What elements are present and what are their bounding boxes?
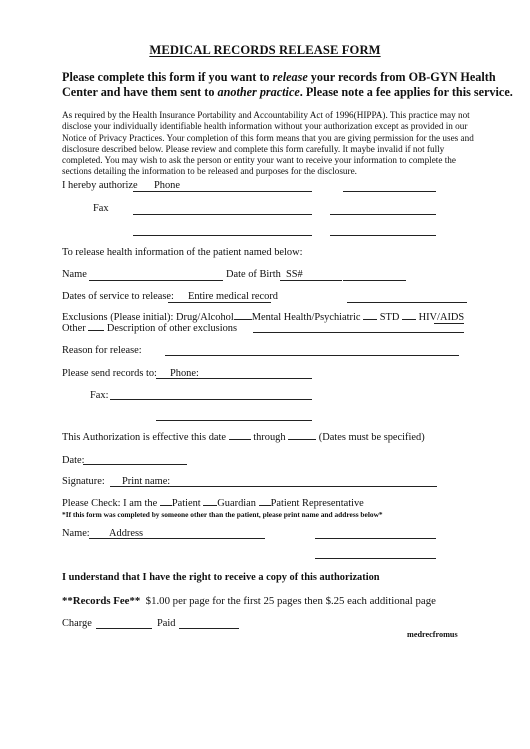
charge-label: Charge — [62, 618, 92, 629]
exclusion-description: Description of other exclusions — [106, 323, 238, 334]
charge-field[interactable] — [96, 628, 152, 629]
send-records-value: Phone: — [170, 368, 199, 379]
send-fax-field-2[interactable] — [156, 420, 312, 421]
dates-service-field-2[interactable] — [347, 302, 467, 303]
fee-label: **Records Fee** — [62, 595, 141, 607]
paid-field[interactable] — [179, 628, 239, 629]
release-intro: To release health information of the patient named below: — [62, 247, 303, 258]
intro-line-2 — [62, 85, 513, 100]
exclusion-description-field[interactable] — [253, 332, 464, 333]
signature-label: Signature: — [62, 476, 105, 487]
exclusion-mental-field[interactable] — [363, 319, 377, 320]
completion-note: *If this form was completed by someone other than the patient, please print name and address below* — [62, 510, 383, 519]
effective-start-field[interactable] — [229, 439, 251, 440]
effective-note: (Dates must be specified) — [318, 432, 425, 443]
authorize-field-2[interactable] — [343, 191, 436, 192]
exclusions-row-2 — [62, 323, 237, 335]
exclusion-hiv-field[interactable] — [434, 323, 464, 324]
send-fax-field[interactable] — [110, 399, 312, 400]
intro-emphasis: another practice — [217, 85, 300, 99]
intro-line-1 — [62, 70, 496, 85]
check-guardian: Guardian — [217, 498, 256, 509]
intro-text: Center and have them sent to — [62, 85, 218, 99]
exclusion-other: Other — [62, 323, 86, 334]
check-patient-box[interactable] — [160, 505, 172, 506]
fax-field-2[interactable] — [330, 214, 436, 215]
dates-service-label: Dates of service to release: — [62, 291, 174, 302]
fax-field-3[interactable] — [133, 235, 312, 236]
address-field-3[interactable] — [315, 558, 436, 559]
exclusion-drug: Drug/Alcohol — [176, 312, 234, 323]
check-guardian-box[interactable] — [203, 505, 217, 506]
intro-emphasis: release — [272, 70, 308, 84]
exclusion-drug-field[interactable] — [234, 319, 252, 320]
form-title: MEDICAL RECORDS RELEASE FORM — [149, 43, 381, 57]
address-field-2[interactable] — [315, 538, 436, 539]
fee-text: $1.00 per page for the first 25 pages then $.25 each additional page — [145, 595, 436, 607]
fax-field-4[interactable] — [330, 235, 436, 236]
authorize-value: Phone — [154, 180, 180, 191]
effective-end-field[interactable] — [288, 439, 316, 440]
date-field[interactable] — [83, 464, 187, 465]
exclusion-std: STD — [379, 312, 400, 323]
ss-label: SS# — [286, 269, 303, 280]
exclusion-other-field[interactable] — [88, 330, 104, 331]
intro-text: your records from OB-GYN Health — [307, 70, 496, 84]
send-fax-label: Fax: — [90, 390, 109, 401]
effective-label: This Authorization is effective this date — [62, 432, 226, 443]
effective-row — [62, 432, 425, 444]
address-label: Address — [109, 528, 144, 539]
check-rep-box[interactable] — [259, 505, 271, 506]
intro-text: . Please note a fee applies for this service. — [299, 85, 513, 99]
print-name-label: Print name: — [122, 476, 171, 487]
exclusion-hiv: HIV/AIDS — [418, 312, 465, 323]
patient-name-label: Name — [62, 269, 87, 280]
send-records-label: Please send records to: — [62, 368, 157, 379]
name-address-label: Name: — [62, 528, 90, 539]
paid-label: Paid — [157, 618, 176, 629]
fax-field[interactable] — [133, 214, 312, 215]
date-label: Date: — [62, 455, 85, 466]
ss-field[interactable] — [343, 280, 406, 281]
exclusions-label: Exclusions (Please initial): — [62, 312, 174, 323]
check-row — [62, 498, 364, 510]
copy-right-statement: I understand that I have the right to receive a copy of this authorization — [62, 572, 380, 583]
exclusion-mental: Mental Health/Psychiatric — [251, 312, 361, 323]
authorize-label: I hereby authorize — [62, 180, 138, 191]
dob-label: Date of Birth — [226, 269, 281, 280]
hipaa-paragraph: As required by the Health Insurance Portability and Accountability Act of 1996(HIPPA). This practice may not disclose your individually identifiable health information without your authorization except as provided in our Notice of Privacy Practices. Your completion of this form means that you are giving permission for the uses and disclosure described below. Please review and complete this form carefully. It maybe invalid if not fully completed. You may wish to ask the person or entity your want to receive your information to complete the sections detailing the information to be released and purposes for the disclosure. — [62, 110, 474, 177]
patient-name-field[interactable] — [89, 280, 223, 281]
reason-field[interactable] — [165, 355, 459, 356]
reason-label: Reason for release: — [62, 345, 142, 356]
check-rep: Patient Representative — [270, 498, 364, 509]
dates-service-value: Entire medical record — [188, 291, 279, 302]
check-patient: Patient — [171, 498, 201, 509]
intro-text: Please complete this form if you want to — [62, 70, 273, 84]
check-label: Please Check: I am the — [62, 498, 158, 509]
exclusion-std-field[interactable] — [402, 319, 416, 320]
fee-row — [62, 595, 436, 607]
effective-through: through — [253, 432, 286, 443]
footer-code: medrecfromus — [407, 630, 458, 639]
fax-label: Fax — [93, 203, 109, 214]
